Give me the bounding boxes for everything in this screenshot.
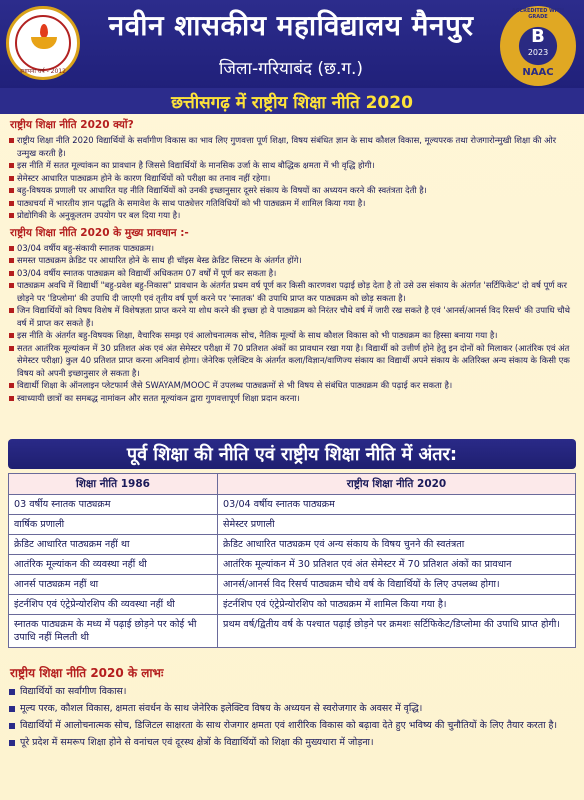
benefits-section <box>8 664 576 752</box>
new-cell: 03/04 वर्षीय स्नातक पाठ्यक्रम <box>218 495 576 515</box>
old-cell: स्नातक पाठ्यक्रम के मध्य में पढ़ाई छोड़ने पर कोई भी उपाधि नहीं मिलती थी <box>9 615 218 648</box>
table-row <box>9 495 576 515</box>
provisions-heading: राष्ट्रीय शिक्षा नीति 2020 के मुख्य प्रावधान :- <box>10 226 189 239</box>
provision-item: इस नीति के अंतर्गत बहु-विषयक शिक्षा, वैचारिक समझ एवं आलोचनात्मक सोच, नैतिक मूल्यों के साथ कौशल विकास को भी पाठ्यक्रम का हिस्सा बनाया गया है। <box>8 329 576 342</box>
old-cell: आतंरिक मूल्यांकन की व्यवस्था नहीं थी <box>9 555 218 575</box>
district-name: जिला-गरियाबंद (छ.ग.) <box>219 59 363 79</box>
comparison-table <box>8 473 576 648</box>
why-item: पाठ्यचर्या में भारतीय ज्ञान पद्धति के समावेश के साथ पाठ्येत्तर गतिविधियों को भी पाठ्यक्रम में शामिल किया गया है। <box>8 197 576 210</box>
banner-title: छत्तीसगढ़ में राष्ट्रीय शिक्षा नीति 2020 <box>171 93 413 113</box>
college-logo <box>6 6 80 80</box>
why-list <box>8 134 576 222</box>
college-name: नवीन शासकीय महाविद्यालय मैनपुर <box>108 9 474 42</box>
provision-item: जिन विद्यार्थियों को विषय विशेष में विशेषज्ञता प्राप्त करने या शोध करने की इच्छा हो वे पाठ्यक्रम को निरंतर चौथे वर्ष में जारी रख सकते है एवं 'आनर्स/आनर्स विद रिसर्च' की उपाधि चौथे वर्ष में प्राप्त कर सकते हैं। <box>8 304 576 329</box>
naac-label: NAAC <box>522 67 554 78</box>
difference-title: पूर्व शिक्षा की नीति एवं राष्ट्रीय शिक्षा नीति में अंतर: <box>126 444 458 465</box>
benefit-item: विद्यार्थियों में आलोचनात्मक सोच, डिजिटल साक्षरता के साथ रोजगार क्षमता एवं शारीरिक विकास को बढ़ावा देते हुए भविष्य की चुनौतियों के लिए तैयार करता है। <box>8 718 576 733</box>
table-row <box>9 515 576 535</box>
old-cell: वार्षिक प्रणाली <box>9 515 218 535</box>
provision-item: सतत आतंरिक मूल्यांकन में 30 प्रतिशत अंक एवं अंत सेमेस्टर परीक्षा में 70 प्रतिशत अंकों का प्रावधान रखा गया है। विद्यार्थी को उत्तीर्ण होने हेतु इन दोनों को मिलाकर (आतंरिक एवं अंत सेमेस्टर परीक्षा) कुल 40 प्रतिशत प्राप्त करना अनिवार्य होगा। जेनेरिक एलेक्टिव के अंतर्गत कला/विज्ञान/वाणिज्य संकाय का विद्यार्थी अपने संकाय के अतिरिक्त अन्य संकाय के किसी एक विषय को अपनी इच्छानुसार ले सकता है। <box>8 342 576 380</box>
provision-item: पाठ्यक्रम अवधि में विद्यार्थी "बहु-प्रवेश बहु-निकास" प्रावधान के अंतर्गत प्रथम वर्ष पूर्ण कर किसी कारणवश पढ़ाई छोड़ देता है तो उसे उस संकाय के अंतर्गत 'सर्टिफिकेट' दो वर्ष पूर्ण कर छोड़ने पर 'डिप्लोमा' की उपाधि दी जाएगी एवं तृतीय वर्ष पूर्ण करने पर 'स्नातक' की उपाधि प्राप्त कर पाठ्यक्रम को छोड़ सकता है। <box>8 279 576 304</box>
provision-item: 03/04 वर्षीय बहु-संकायी स्नातक पाठ्यक्रम। <box>8 242 576 255</box>
col-old-header: शिक्षा नीति 1986 <box>9 474 218 495</box>
benefits-heading: राष्ट्रीय शिक्षा नीति 2020 के लाभः <box>10 666 164 680</box>
lamp-flame-icon <box>40 24 48 38</box>
nep-info-section <box>8 118 576 404</box>
why-item: इस नीति में सतत मूल्यांकन का प्रावधान है जिससे विद्यार्थियों के मानसिक उर्जा के साथ बौद्धिक क्षमता में भी वृद्धि होगी। <box>8 159 576 172</box>
provision-item: समस्त पाठ्यक्रम क्रेडिट पर आधारित होने के साथ ही चॉइस बेस्ड क्रेडिट सिस्टम के अंतर्गत होंगे। <box>8 254 576 267</box>
why-item: बहु-विषयक प्रणाली पर आधारित यह नीति विद्यार्थियों को उनकी इच्छानुसार दूसरे संकाय के विषयों का अध्ययन करने की स्वतंत्रता देती है। <box>8 184 576 197</box>
why-item: राष्ट्रीय शिक्षा नीति 2020 विद्यार्थियों के सर्वांगीण विकास का भाव लिए गुणवत्ता पूर्ण शिक्षा, विषय संबंधित ज्ञान के साथ कौशल विकास, मूल्यपरक तथा रोजगारोन्मुखी शिक्षा की ओर उन्मुख करती है। <box>8 134 576 159</box>
table-row <box>9 575 576 595</box>
provision-item: स्वाध्यायी छात्रों का समबद्ध नामांकन और सतत मूल्यांकन द्वारा गुणवत्तापूर्ण शिक्षा प्रदान करना। <box>8 392 576 405</box>
old-cell: इंटर्नशिप एवं एंट्रेप्रेन्योरशिप की व्यवस्था नहीं थी <box>9 595 218 615</box>
new-cell: इंटर्नशिप एवं एंट्रेप्रेन्योरशिप को पाठ्यक्रम में शामिल किया गया है। <box>218 595 576 615</box>
naac-arc-text: ACCREDITED WITH GRADE <box>511 8 565 20</box>
benefit-item: मूल्य परक, कौशल विकास, क्षमता संवर्धन के साथ जेनेरिक इलेक्टिव विषय के अध्ययन से स्वरोजगार के अवसर में वृद्धि। <box>8 701 576 716</box>
logo-year-text: स्थापना वर्ष - 2012 <box>20 68 66 75</box>
why-item: सेमेस्टर आधारित पाठ्यक्रम होने के कारण विद्यार्थियों को परीक्षा का तनाव नहीं रहेगा। <box>8 172 576 185</box>
new-cell: आनर्स/आनर्स विद रिसर्च पाठ्यक्रम चौथे वर्ष के विद्यार्थियों के लिए उपलब्ध होगा। <box>218 575 576 595</box>
provision-item: 03/04 वर्षीय स्नातक पाठ्यक्रम को विद्यार्थी अधिकतम 07 वर्षों में पूर्ण कर सकता है। <box>8 267 576 280</box>
table-row <box>9 555 576 575</box>
table-row <box>9 595 576 615</box>
new-cell: सेमेस्टर प्रणाली <box>218 515 576 535</box>
naac-badge <box>500 6 576 86</box>
table-row <box>9 535 576 555</box>
why-item: प्रोद्योगिकी के अनुकूलतम उपयोग पर बल दिया गया है। <box>8 209 576 222</box>
table-header-row <box>9 474 576 495</box>
naac-year: 2023 <box>527 48 549 57</box>
why-heading: राष्ट्रीय शिक्षा नीति 2020 क्यों? <box>10 119 134 131</box>
provision-item: विद्यार्थी शिक्षा के ऑनलाइन प्लेटफार्म जैसे SWAYAM/MOOC में उपलब्ध पाठ्यक्रमों से भी विषय से संबंधित पाठ्यक्रम की पढ़ाई कर सकता है। <box>8 379 576 392</box>
col-new-header: राष्ट्रीय शिक्षा नीति 2020 <box>218 474 576 495</box>
provisions-list <box>8 242 576 405</box>
old-cell: 03 वर्षीय स्नातक पाठ्यक्रम <box>9 495 218 515</box>
new-cell: प्रथम वर्ष/द्वितीय वर्ष के पश्चात पढ़ाई छोड़ने पर क्रमशः सर्टिफिकेट/डिप्लोमा की उपाधि प्राप्त होगी। <box>218 615 576 648</box>
new-cell: आतंरिक मूल्यांकन में 30 प्रतिशत एवं अंत सेमेस्टर में 70 प्रतिशत अंकों का प्रावधान <box>218 555 576 575</box>
old-cell: क्रेडिट आधारित पाठ्यक्रम नहीं था <box>9 535 218 555</box>
old-cell: आनर्स पाठ्यक्रम नहीं था <box>9 575 218 595</box>
benefits-list <box>8 684 576 750</box>
table-row <box>9 615 576 648</box>
benefit-item: विद्यार्थियों का सर्वांगीण विकास। <box>8 684 576 699</box>
benefit-item: पूरे प्रदेश में समरूप शिक्षा होने से वनांचल एवं दूरस्थ क्षेत्रों के विद्यार्थियों को शिक्षा की मुख्यधारा में जोड़ना। <box>8 735 576 750</box>
naac-grade: B <box>531 26 545 47</box>
new-cell: क्रेडिट आधारित पाठ्यक्रम एवं अन्य संकाय के विषय चुनने की स्वतंत्रता <box>218 535 576 555</box>
